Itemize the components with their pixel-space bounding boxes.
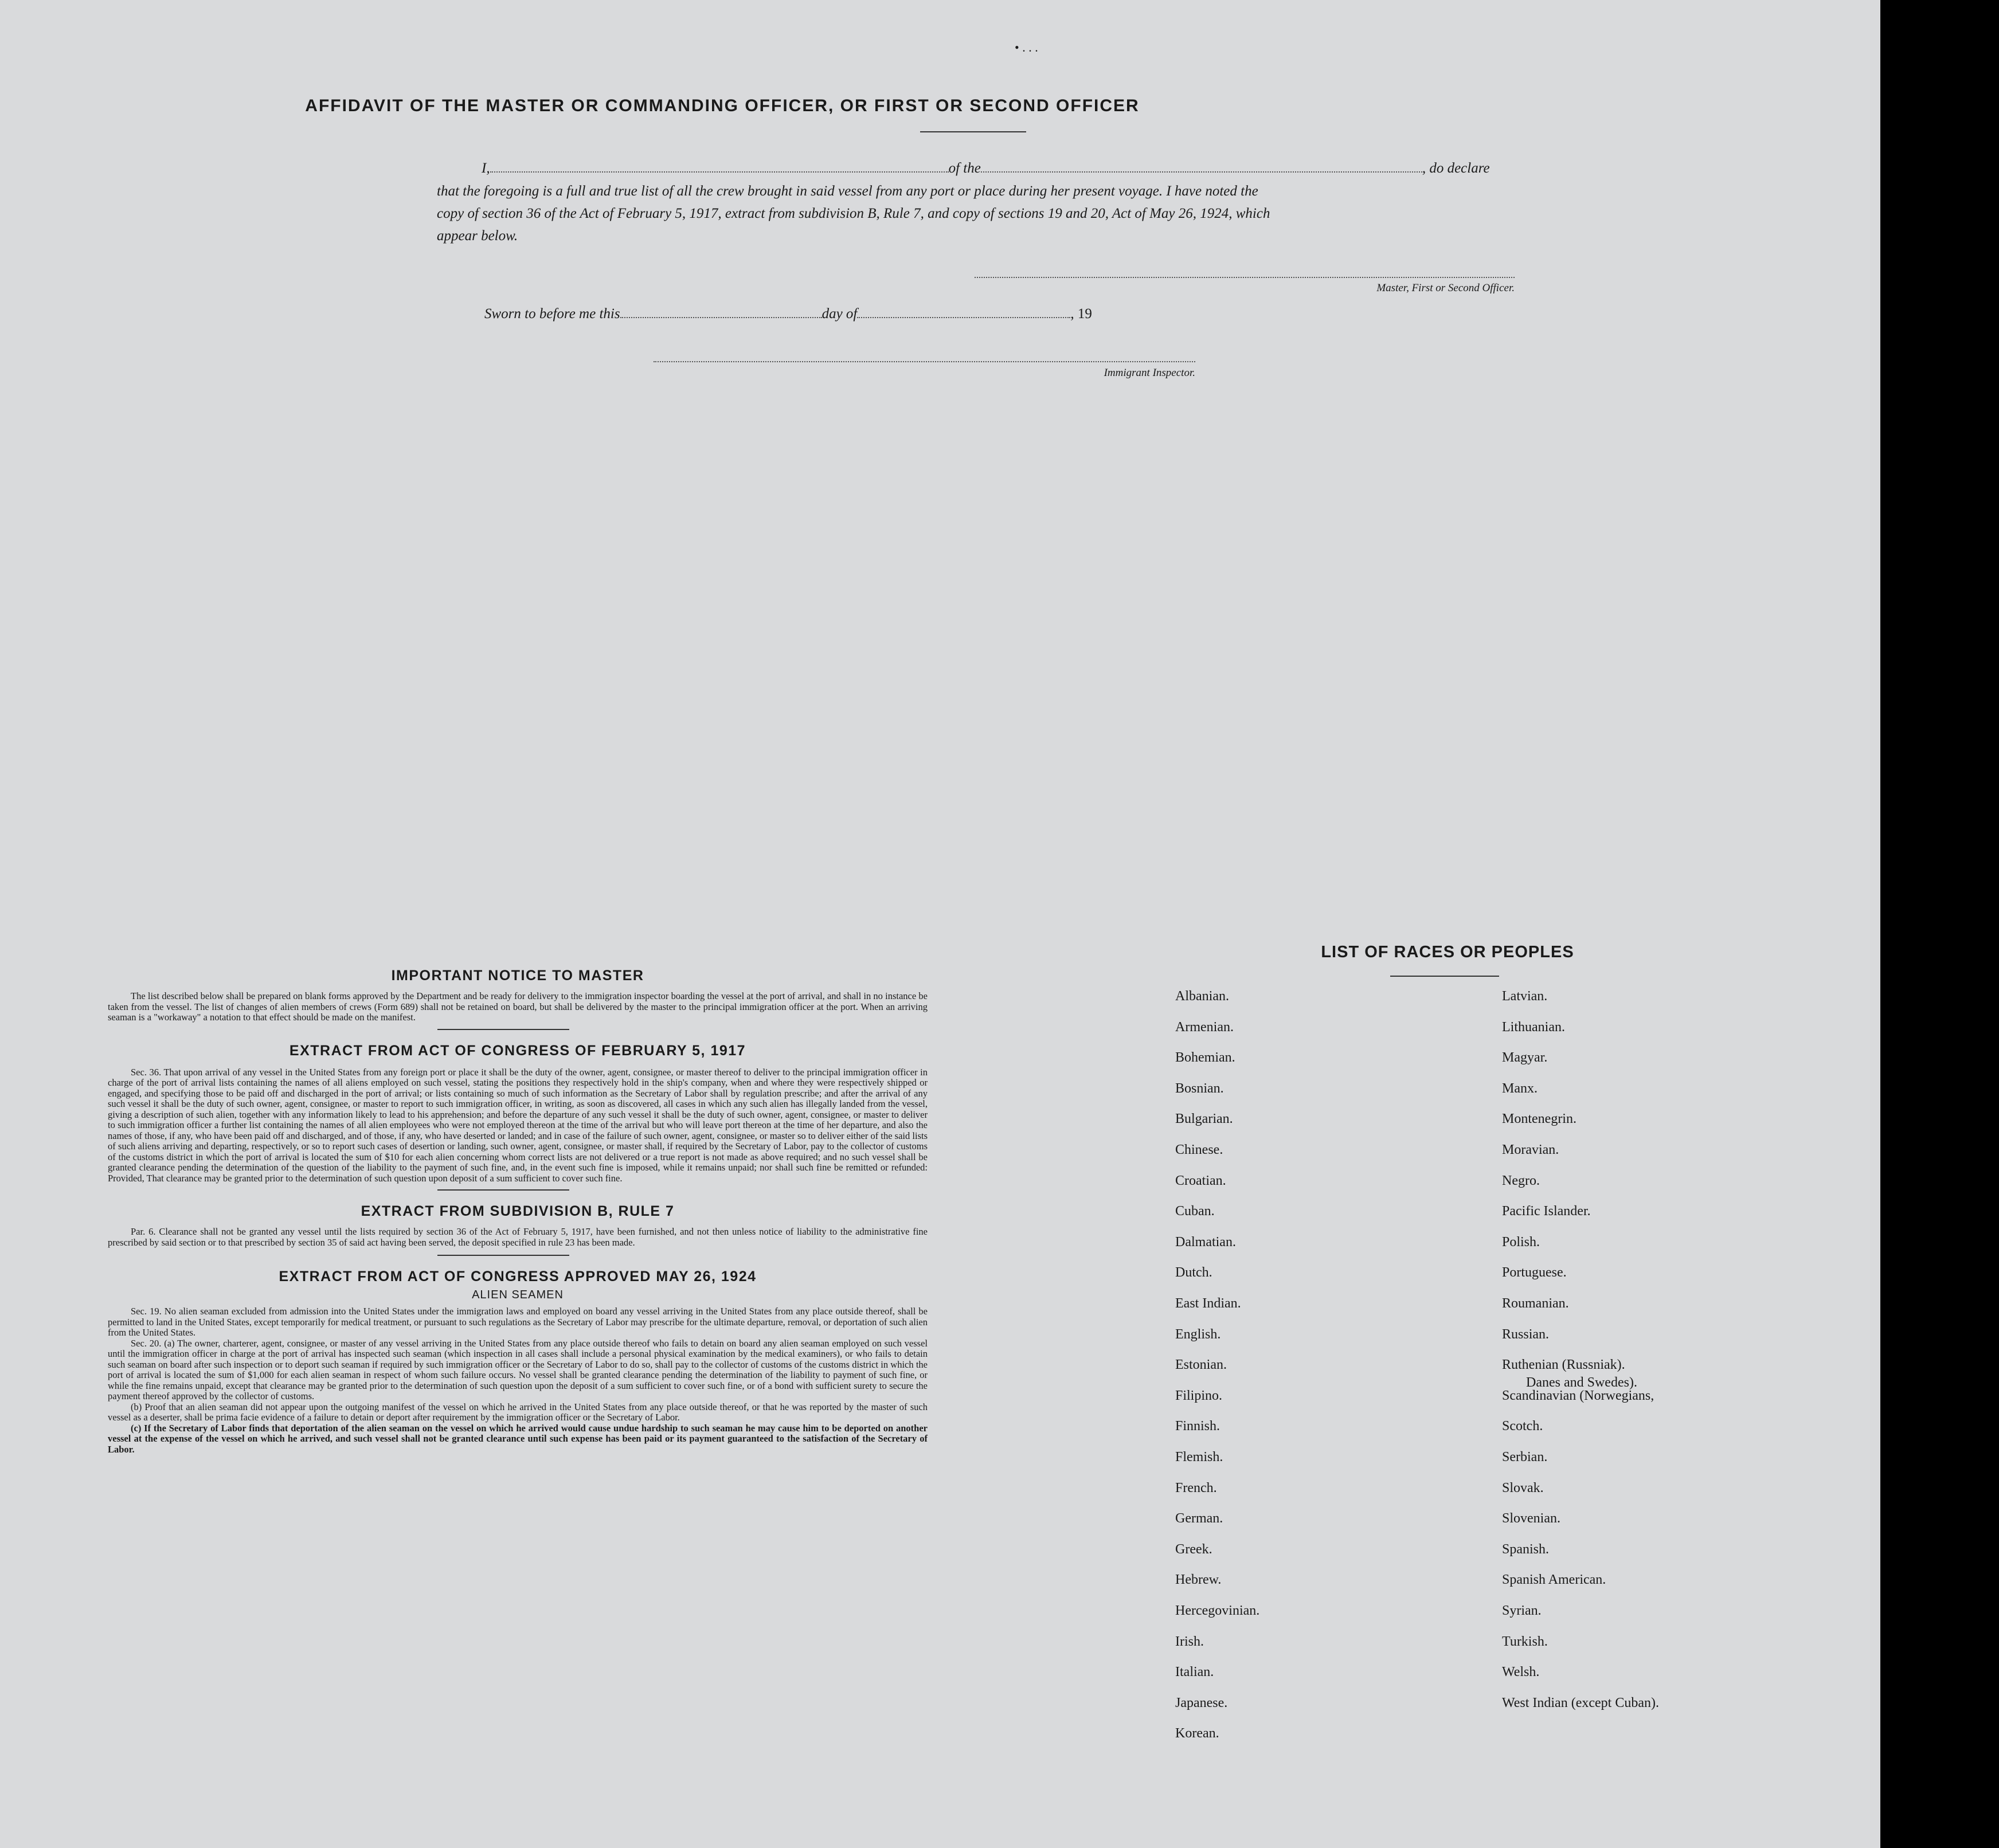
race-item: Portuguese. (1502, 1265, 1567, 1281)
notice-text: The list described below shall be prepared on blank forms approved by the Department and be ready for delivery to the immigration inspector boarding the vessel at the port of arrival, and shall in no instance be taken from the vessel. The list of changes of alien members of crews (Form 689) shall not be retained on board, but shall be delivered by the master to the principal immigration officer at the port. When an arriving seaman is a "workaway" a notation to that effect should be made on the manifest. (108, 990, 928, 1023)
legal-column (108, 968, 928, 1455)
race-item: Hebrew. (1175, 1572, 1222, 1588)
race-item: East Indian. (1175, 1296, 1241, 1311)
race-item: Irish. (1175, 1634, 1204, 1649)
punch-hole (1899, 1228, 1932, 1262)
inspector-caption: Immigrant Inspector. (1104, 367, 1195, 379)
divider-1 (437, 1029, 569, 1030)
race-item: Chinese. (1175, 1142, 1223, 1157)
race-item: Filipino. (1175, 1388, 1223, 1403)
race-item: Welsh. (1502, 1665, 1540, 1680)
sworn-line (484, 306, 1092, 322)
race-item: Japanese. (1175, 1695, 1228, 1710)
affidavit-i-label: I, (482, 160, 490, 176)
race-item: German. (1175, 1511, 1223, 1526)
race-item: Armenian. (1175, 1019, 1234, 1035)
affidavit-declare-label: , do declare (1422, 160, 1490, 176)
punch-hole (1899, 279, 1932, 312)
sec20b-text: (b) Proof that an alien seaman did not appear upon the outgoing manifest of the vessel on which he arrived in the United States from any place outside thereof, or that he was reported by the master of such vessel as a deserter, shall be prima facie evidence of a failure to detain or deport after requirement by the immigration officer or the Secretary of Labor. (108, 1401, 928, 1423)
affidavit-line2: that the foregoing is a full and true list of all the crew brought in said vessel from any port or place during her present voyage. I have noted the (437, 183, 1258, 199)
punch-hole (1899, 543, 1932, 576)
alien-seamen-subtitle: ALIEN SEAMEN (472, 1289, 564, 1301)
races-divider (1390, 976, 1499, 977)
race-item: Moravian. (1502, 1142, 1559, 1157)
race-item: Spanish. (1502, 1541, 1550, 1557)
name-blank (490, 171, 949, 173)
race-item: Pacific Islander. (1502, 1204, 1591, 1219)
punch-hole (1899, 1493, 1932, 1526)
race-item: Bohemian. (1175, 1050, 1235, 1066)
signature-caption: Master, First or Second Officer. (1376, 282, 1515, 294)
race-item: Syrian. (1502, 1603, 1542, 1618)
race-item: Danes and Swedes). (1526, 1375, 1637, 1390)
race-item: Dalmatian. (1175, 1234, 1236, 1250)
race-item: Manx. (1502, 1080, 1538, 1096)
race-item: French. (1175, 1480, 1217, 1495)
race-item: Greek. (1175, 1541, 1212, 1557)
race-item: Lithuanian. (1502, 1019, 1565, 1035)
race-item: Flemish. (1175, 1450, 1223, 1465)
race-item: Scandinavian (Norwegians, (1502, 1388, 1654, 1403)
race-item: Bosnian. (1175, 1080, 1224, 1096)
inspector-signature-line (654, 361, 1195, 362)
race-item: Dutch. (1175, 1265, 1212, 1281)
race-item: Magyar. (1502, 1050, 1548, 1066)
race-item: Montenegrin. (1502, 1111, 1576, 1127)
races-title: LIST OF RACES OR PEOPLES (1321, 943, 1574, 961)
page-edge (1880, 0, 1949, 1848)
race-item: West Indian (except Cuban). (1502, 1695, 1659, 1710)
affidavit-ofthe-label: of the (948, 160, 981, 176)
race-item: Ruthenian (Russniak). (1502, 1357, 1625, 1373)
race-item: Korean. (1175, 1726, 1219, 1741)
race-item: Cuban. (1175, 1204, 1215, 1219)
race-item: Serbian. (1502, 1450, 1548, 1465)
race-item: Turkish. (1502, 1634, 1548, 1649)
sec20c-text: (c) If the Secretary of Labor finds that deportation of the alien seaman on the vessel on which he arrived would cause undue hardship to such seaman he may cause him to be deported on another vessel at the expense of the vessel on which he arrived, and such vessel shall not be granted clearance until such expense has been paid or its payment guaranteed to the satisfaction of the Secretary of Labor. (108, 1422, 928, 1455)
race-item: Latvian. (1502, 989, 1548, 1004)
header-marks: • . . . (1015, 40, 1038, 54)
month-blank (857, 316, 1070, 318)
race-item: Bulgarian. (1175, 1111, 1233, 1127)
race-item: Hercegovinian. (1175, 1603, 1260, 1618)
race-item: Polish. (1502, 1234, 1540, 1250)
race-item: Russian. (1502, 1326, 1550, 1342)
title-divider (920, 131, 1026, 132)
divider-2 (437, 1189, 569, 1191)
vessel-blank (981, 171, 1422, 173)
race-item: Estonian. (1175, 1357, 1227, 1373)
race-item: Spanish American. (1502, 1572, 1606, 1588)
subdivision-b-title: EXTRACT FROM SUBDIVISION B, RULE 7 (361, 1203, 675, 1219)
race-item: Roumanian. (1502, 1296, 1569, 1311)
punch-hole (1899, 1140, 1932, 1173)
punch-hole (1899, 1582, 1932, 1615)
race-item: Negro. (1502, 1173, 1540, 1188)
divider-3 (437, 1255, 569, 1256)
sworn-label: Sworn to before me this (484, 306, 620, 322)
race-item: Slovak. (1502, 1480, 1544, 1495)
race-item: Slovenian. (1502, 1511, 1560, 1526)
affidavit-line4: appear below. (437, 228, 518, 244)
notice-title: IMPORTANT NOTICE TO MASTER (391, 968, 644, 984)
dayof-label: day of (821, 306, 858, 322)
race-item: Finnish. (1175, 1419, 1220, 1434)
race-item: Scotch. (1502, 1419, 1543, 1434)
extract-1917-title: EXTRACT FROM ACT OF CONGRESS OF FEBRUARY 5, 1917 (289, 1042, 746, 1059)
sec19-text: Sec. 19. No alien seaman excluded from admission into the United States under the immigration laws and employed on board any vessel arriving in the United States from any place outside thereof, shall be permitted to land in the United States, except temporarily for medical treatment, or pursuant to such regulations as the Secretary of Labor may prescribe for the ultimate departure, removal, or deportation of such alien from the United States. (108, 1306, 928, 1338)
year-label: , 19 (1070, 306, 1092, 322)
signature-line (975, 277, 1515, 278)
sec20a-text: Sec. 20. (a) The owner, charterer, agent, consignee, or master of any vessel arriving in the United States from any place outside thereof who fails to detain on board any alien seaman employed on such vessel until the immigration officer in charge at the port of arrival has inspected such seaman (which inspection in all cases shall include a personal physical examination by the medical examiners), or who fails to detain such seaman on board after such inspection or to deport such seaman if required by such immigration officer or the Secretary of Labor to do so, shall pay to the collector of customs of the customs district in which the port of arrival is located the sum of $1,000 for each alien seaman in respect of whom such failure occurs. No vessel shall be granted clearance pending the determination of the liability to payment of such fine, or while the fine remains unpaid, except that clearance may be granted prior to the determination of such question upon the deposit of a sum sufficient to cover such fine, or of a bond with sufficient surety to secure the payment thereof approved by the collector of customs. (108, 1337, 928, 1401)
extract-1917-text: Sec. 36. That upon arrival of any vessel in the United States from any foreign port or place it shall be the duty of the owner, agent, consignee, or master thereof to deliver to the principal immigration officer in charge of the port of arrival lists containing the names of all aliens employed on such vessel, stating the positions they respectively hold in the ship's company, when and where they were respectively shipped or engaged, and specifying those to be paid off and discharged in the port of arrival; or lists containing so much of such information as the Secretary of Labor shall by regulation prescribe; and after the arrival of any such vessel it shall be the duty of such owner, agent, consignee, or master to report to such immigration officer, in writing, as soon as discovered, all cases in which any such alien has illegally landed from the vessel, giving a description of such alien, together with any information likely to lead to his apprehension; and before the departure of any such vessel it shall be the duty of such owner, agent, consignee, or master to deliver to such immigration officer a further list containing the names of all alien employees who were not employed thereon at the time of the arrival but who will leave port thereon at the time of her departure, and also the names of those, if any, who have been paid off and discharged, and of those, if any, who have deserted or landed; and in case of the failure of such owner, agent, consignee, or master so to deliver either of the said lists of such aliens arriving and departing, respectively, or so to report such cases of desertion or landing, such owner, agent, consignee, or master shall, if required by the Secretary of Labor, pay to the collector of customs of the customs district in which the port of arrival is located the sum of $10 for each alien concerning whom correct lists are not delivered or a true report is not made as above required; and no such vessel shall be granted clearance pending the determination of the question of the liability to the payment of such fine, and, in the event such fine is imposed, while it remains unpaid; nor shall such fine be remitted or refunded: Provided, That clearance may be granted prior to the determination of such question upon deposit of a sum sufficient to cover such fine. (108, 1066, 928, 1184)
race-item: Italian. (1175, 1665, 1214, 1680)
day-blank (620, 316, 822, 318)
affidavit-line1 (482, 160, 1490, 177)
punch-hole (1899, 637, 1932, 671)
race-item: Croatian. (1175, 1173, 1226, 1188)
race-item: English. (1175, 1326, 1221, 1342)
affidavit-title: AFFIDAVIT OF THE MASTER OR COMMANDING OFFICER, OR FIRST OR SECOND OFFICER (305, 96, 1140, 115)
subdivision-b-text: Par. 6. Clearance shall not be granted any vessel until the lists required by section 36 of the Act of February 5, 1917, have been furnished, and not then unless notice of liability to the administrative fine prescribed by said section or to that prescribed by section 35 of said act having been served, the deposit specified in rule 23 has been made. (108, 1226, 928, 1248)
race-item: Albanian. (1175, 989, 1229, 1004)
affidavit-line3: copy of section 36 of the Act of February 5, 1917, extract from subdivision B, Rule 7, and copy of sections 19 and 20, Act of May 26, 1924, which (437, 206, 1270, 221)
extract-1924-title: EXTRACT FROM ACT OF CONGRESS APPROVED MAY 26, 1924 (279, 1268, 757, 1285)
